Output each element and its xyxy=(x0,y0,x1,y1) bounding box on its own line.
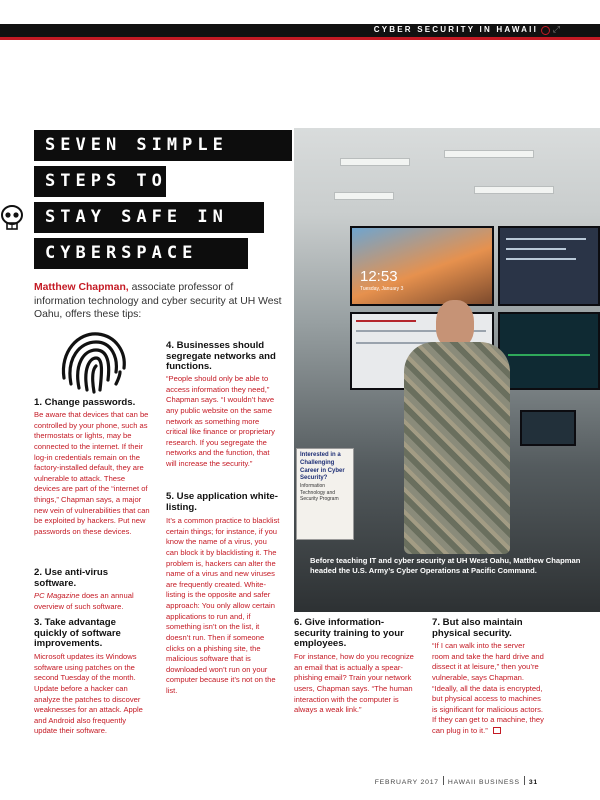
tip-2-text: does an annual overview of such software. xyxy=(34,591,134,611)
wall-monitor-clock xyxy=(350,226,494,306)
tip-7-text: “If I can walk into the server room and take the hard drive and dissect it at leisure,” then you’re vulnerable, says Chapman. “Ideally, all the data is encrypted, but physical access to machines is significant for malicious actors. If they can get to a machine, they can plug in to it.” xyxy=(432,641,544,735)
section-label: CYBER SECURITY IN HAWAII xyxy=(373,25,538,34)
tip-7-body xyxy=(432,641,544,737)
header-accent-line xyxy=(0,37,600,40)
poster-title: Interested in a Challenging Career in Cyber Security? xyxy=(300,452,345,482)
ceiling-light xyxy=(444,150,534,158)
title-line-4: CYBERSPACE xyxy=(34,238,248,269)
footer-publication: HAWAII BUSINESS xyxy=(447,779,520,786)
page-footer xyxy=(375,776,538,786)
clock-time: 12:53 xyxy=(360,268,398,285)
person-aloha-shirt xyxy=(404,342,510,554)
tip-2-heading: 2. Use anti-virus software. xyxy=(34,567,109,589)
tip-6-body: For instance, how do you recognize an email that is actually a spear-phishing email? Train your network users, Chapman says. “The human interaction with the computer is always a weak link.” xyxy=(294,652,414,715)
tip-5-body: It’s a common practice to blacklist certain things; for instance, if you know the name of a virus, you can block it by blacklisting it. The problem is, hackers can alter the name of a virus and new viruses are frequently created. White-listing is the opposite and safer approach: You only allow certain applications to run and, if something isn’t on the list, it doesn’t run. Then if someone clicks on a phishing site, the malicious software that is downloaded won’t run on your computer because it’s not on the list. xyxy=(166,516,280,695)
tip-1-body: Be aware that devices that can be controlled by your phone, such as thermostats or lights, may be connected to the internet. If their log-in credentials remain on the factory-installed default, they are vulnerable to attack. These devices are part of the “internet of things,” Chapman says, a major new vein of vulnerabilities that can be exploited by hackers. Put new passwords on these devices. xyxy=(34,410,150,536)
title-line-2: STEPS TO xyxy=(34,166,166,197)
photo-caption: Before teaching IT and cyber security at UH West Oahu, Matthew Chapman headed the U.S. Army’s Cyber Operations at Pacific Command. xyxy=(310,556,581,576)
wall-monitor xyxy=(498,226,600,306)
end-mark-icon xyxy=(493,727,501,734)
footer-divider xyxy=(524,776,525,785)
tip-2-magazine: PC Magazine xyxy=(34,591,80,600)
intro-paragraph xyxy=(34,281,286,322)
intro-text: associate professor of information technology and cyber security at UH West Oahu, offers these tips: xyxy=(34,282,282,321)
desk-monitor xyxy=(520,410,576,446)
poster-text: Information Technology and Security Program xyxy=(300,483,339,503)
skull-icon xyxy=(0,205,24,231)
ceiling-light xyxy=(334,192,394,200)
clock-date: Tuesday, January 3 xyxy=(360,286,404,292)
footer-divider xyxy=(443,776,444,785)
tip-6-heading: 6. Give information-security training to your employees. xyxy=(294,617,404,650)
tip-2-body xyxy=(34,591,150,612)
tip-5-heading: 5. Use application white-listing. xyxy=(166,491,278,513)
expand-arrows-icon: ⤢ xyxy=(552,24,560,34)
tip-3-heading: 3. Take advantage quickly of software improvements. xyxy=(34,617,121,650)
title-line-1: SEVEN SIMPLE xyxy=(34,130,292,161)
tip-7-heading: 7. But also maintain physical security. xyxy=(432,617,523,639)
tip-1-heading: 1. Change passwords. xyxy=(34,397,136,408)
tip-3-body: Microsoft updates its Windows software using patches on the second Tuesday of the month. Update before a hacker can analyze the patches to discover weaknesses for an attack. Apple and Android also frequently update their software. xyxy=(34,652,143,736)
career-poster xyxy=(296,448,354,540)
tip-4-heading: 4. Businesses should segregate networks and functions. xyxy=(166,340,276,373)
page-number: 31 xyxy=(528,779,538,786)
tip-4-body: “People should only be able to access information they need,” Chapman says. “I wouldn’t have any public website on the same network as something more critical like finance or proprietary research. If you segregate the networks and the function, that will increase the security.” xyxy=(166,374,275,468)
footer-issue: FEBRUARY 2017 xyxy=(374,779,439,786)
ceiling-light xyxy=(474,186,554,194)
circle-logo-icon xyxy=(541,26,550,35)
wall-monitor-map xyxy=(498,312,600,390)
ceiling-light xyxy=(340,158,410,166)
title-line-3: STAY SAFE IN xyxy=(34,202,264,233)
fingerprint-icon xyxy=(56,328,132,396)
intro-name: Matthew Chapman, xyxy=(34,282,129,293)
person-head xyxy=(436,300,474,348)
